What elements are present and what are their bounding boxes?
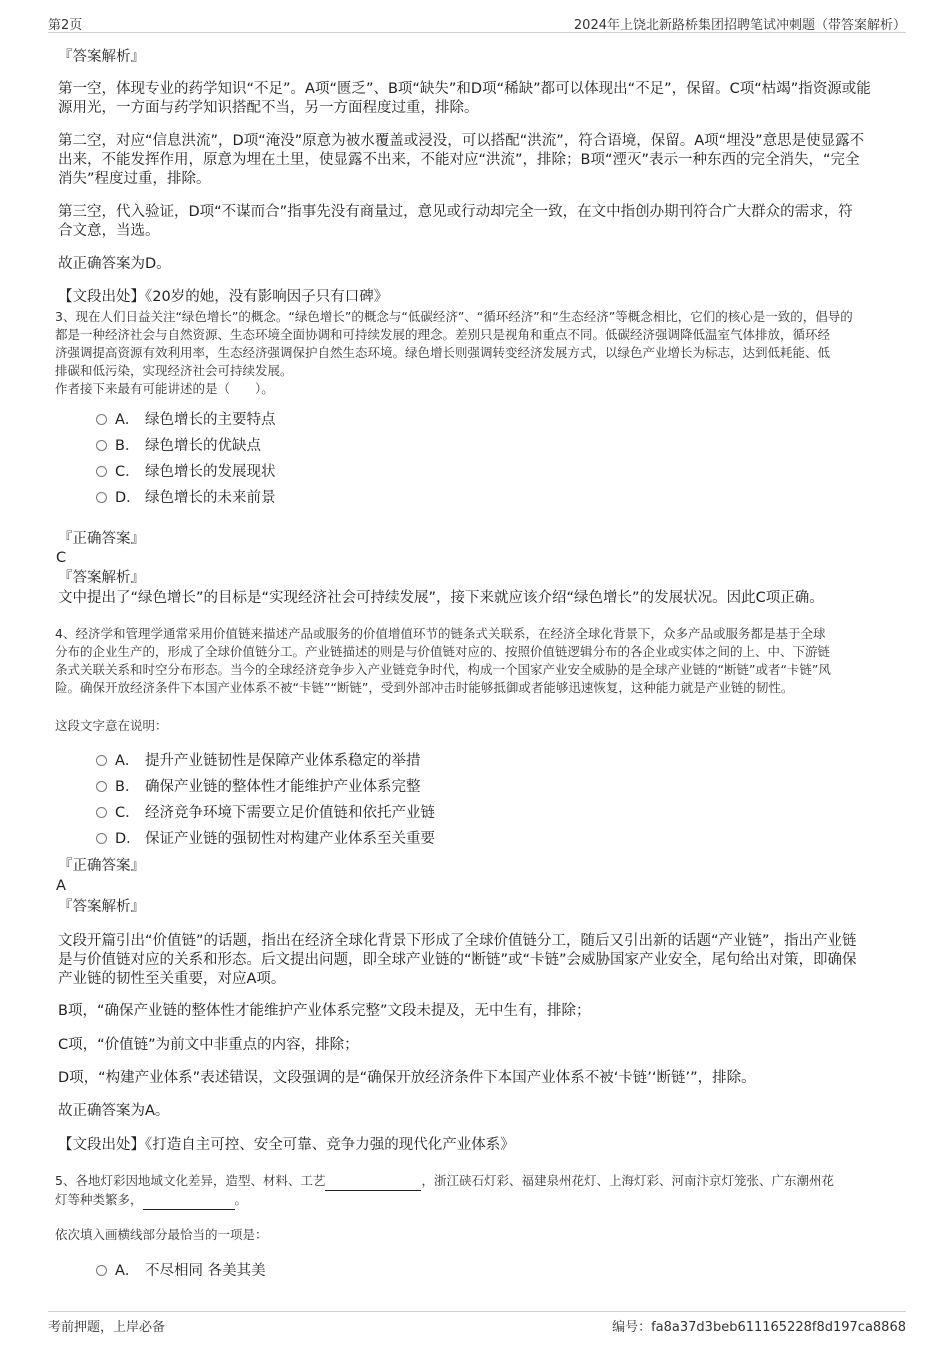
q4-option-c[interactable]: C． 经济竞争环境下需要立足价值链和依托产业链 xyxy=(96,804,435,823)
question-4-stem: 4、经济学和管理学通常采用价值链来描述产品或服务的价值增值环节的链条式关联系，在经济全球化背景下，众多产品或服务都是基于全球 分布的企业生产的，形成了全球价值链分工。产业链描述的则是与价值链对应的、按照价值链逻辑分布的各企业或实体之间的上、中、下游链 条式关联关系和时空分布形态。当今的全球经济竞争步入产业链竞争时代，构成一个国家产业安全威胁的是全球产业链的“断链”或者“卡链”风 险。确保开放经济条件下本国产业体系不被“卡链”“断链”，受到外部冲击时能够抵御或者能够迅速恢复，这种能力就是产业链的韧性。 xyxy=(55,626,831,695)
q5-option-a[interactable]: A． 不尽相同 各美其美 xyxy=(96,1262,266,1281)
question-5-prompt: 依次填入画横线部分最恰当的一项是： xyxy=(55,1227,268,1242)
analysis-label: 『答案解析』 xyxy=(58,899,145,915)
analysis-label: 『答案解析』 xyxy=(58,570,145,586)
radio-icon[interactable] xyxy=(96,1265,107,1276)
radio-icon[interactable] xyxy=(96,833,107,844)
correct-answer: A xyxy=(56,878,66,894)
analysis-para-1: 文段开篇引出“价值链”的话题，指出在经济全球化背景下形成了全球价值链分工，随后又引出新的话题“产业链”，指出产业链 是与价值链对应的关系和形态。后文提出问题，即全球产业链的“断链”或“卡链”会威胁国家产业安全，尾句给出对策，即确保 产业链的韧性至关重要，对应A项。 xyxy=(58,933,857,987)
radio-icon[interactable] xyxy=(96,466,107,477)
radio-icon[interactable] xyxy=(96,492,107,503)
analysis-option-d: D项，“构建产业体系”表述错误，文段强调的是“确保开放经济条件下本国产业体系不被‘卡链’‘断链’”，排除。 xyxy=(58,1070,756,1086)
answer-label: 『正确答案』 xyxy=(58,531,145,547)
source-citation: 【文段出处】《打造自主可控、安全可靠、竞争力强的现代化产业体系》 xyxy=(58,1137,515,1153)
radio-icon[interactable] xyxy=(96,781,107,792)
q3-option-a[interactable]: A． 绿色增长的主要特点 xyxy=(96,411,276,430)
question-5-stem: 5、各地灯彩因地域文化差异，造型、材料、工艺 ，浙江硖石灯彩、福建泉州花灯、上海灯彩、河南汴京灯笼张、广东潮州花 灯等种类繁多， 。 xyxy=(55,1172,895,1210)
analysis-conclusion: 故正确答案为A。 xyxy=(58,1103,170,1119)
source-citation: 【文段出处】《20岁的她，没有影响因子只有口碑》 xyxy=(58,289,389,305)
q4-option-d[interactable]: D． 保证产业链的强韧性对构建产业体系至关重要 xyxy=(96,830,435,849)
analysis-text: 文中提出了“绿色增长”的目标是“实现经济社会可持续发展”，接下来就应该介绍“绿色增长”的发展状况。因此C项正确。 xyxy=(58,590,824,606)
q4-option-b[interactable]: B． 确保产业链的整体性才能维护产业体系完整 xyxy=(96,778,421,797)
radio-icon[interactable] xyxy=(96,414,107,425)
document-id: 编号：fa8a37d3beb611165228f8d197ca8868 xyxy=(612,1320,906,1335)
question-3-stem: 3、现在人们日益关注“绿色增长”的概念。“绿色增长”的概念与“低碳经济”、“循环经济”和“生态经济”等概念相比，它们的核心是一致的，倡导的 都是一种经济社会与自然资源、生态环境全面协调和可持续发展的理念。差别只是视角和重点不同。低碳经济强调降低温室气体排放，循环经 济强调提高资源有效利用率，生态经济强调保护自然生态环境。绿色增长则强调转变经济发展方式，以绿色产业增长为标志，达到低耗能、低 排碳和低污染，实现经济社会可持续发展。 作者接下来最有可能讲述的是（ ）。 xyxy=(55,309,853,396)
q3-option-b[interactable]: B． 绿色增长的优缺点 xyxy=(96,437,261,456)
fill-blank-2[interactable] xyxy=(143,1191,235,1210)
fill-blank-1[interactable] xyxy=(325,1172,421,1191)
footer-slogan: 考前押题，上岸必备 xyxy=(48,1320,166,1335)
analysis-option-b: B项，“确保产业链的整体性才能维护产业体系完整”文段未提及，无中生有，排除； xyxy=(58,1003,591,1019)
question-4-prompt: 这段文字意在说明： xyxy=(55,718,168,733)
correct-answer: C xyxy=(56,550,67,566)
analysis-label: 『答案解析』 xyxy=(58,49,145,65)
analysis-option-c: C项，“价值链”为前文中非重点的内容，排除； xyxy=(58,1037,359,1053)
page-number: 第2页 xyxy=(48,18,83,33)
radio-icon[interactable] xyxy=(96,440,107,451)
radio-icon[interactable] xyxy=(96,755,107,766)
page-header xyxy=(48,14,906,33)
answer-label: 『正确答案』 xyxy=(58,858,145,874)
q4-option-a[interactable]: A． 提升产业链韧性是保障产业体系稳定的举措 xyxy=(96,752,421,771)
analysis-para-1: 第一空，体现专业的药学知识“不足”。A项“匮乏”、B项“缺失”和D项“稀缺”都可以体现出“不足”，保留。C项“枯竭”指资源或能 源用光，一方面与药学知识搭配不当，另一方面程度过重，排除。 xyxy=(58,81,871,116)
analysis-para-2: 第二空，对应“信息洪流”，D项“淹没”原意为被水覆盖或浸没，可以搭配“洪流”，符合语境，保留。A项“埋没”意思是使显露不 出来，不能发挥作用，原意为埋在土里，使显露不出来，不能对应“洪流”，排除；B项“湮灭”表示一种东西的完全消失，“完全 消失”程度过重，排除。 xyxy=(58,133,865,187)
page-footer xyxy=(48,1311,906,1334)
q3-option-c[interactable]: C． 绿色增长的发展现状 xyxy=(96,463,276,482)
analysis-para-3: 第三空，代入验证，D项“不谋而合”指事先没有商量过，意见或行动却完全一致，在文中指创办期刊符合广大群众的需求，符 合文意，当选。 xyxy=(58,204,853,239)
analysis-conclusion: 故正确答案为D。 xyxy=(58,256,171,272)
q3-option-d[interactable]: D． 绿色增长的未来前景 xyxy=(96,489,276,508)
radio-icon[interactable] xyxy=(96,807,107,818)
document-title: 2024年上饶北新路桥集团招聘笔试冲刺题（带答案解析） xyxy=(573,18,906,33)
